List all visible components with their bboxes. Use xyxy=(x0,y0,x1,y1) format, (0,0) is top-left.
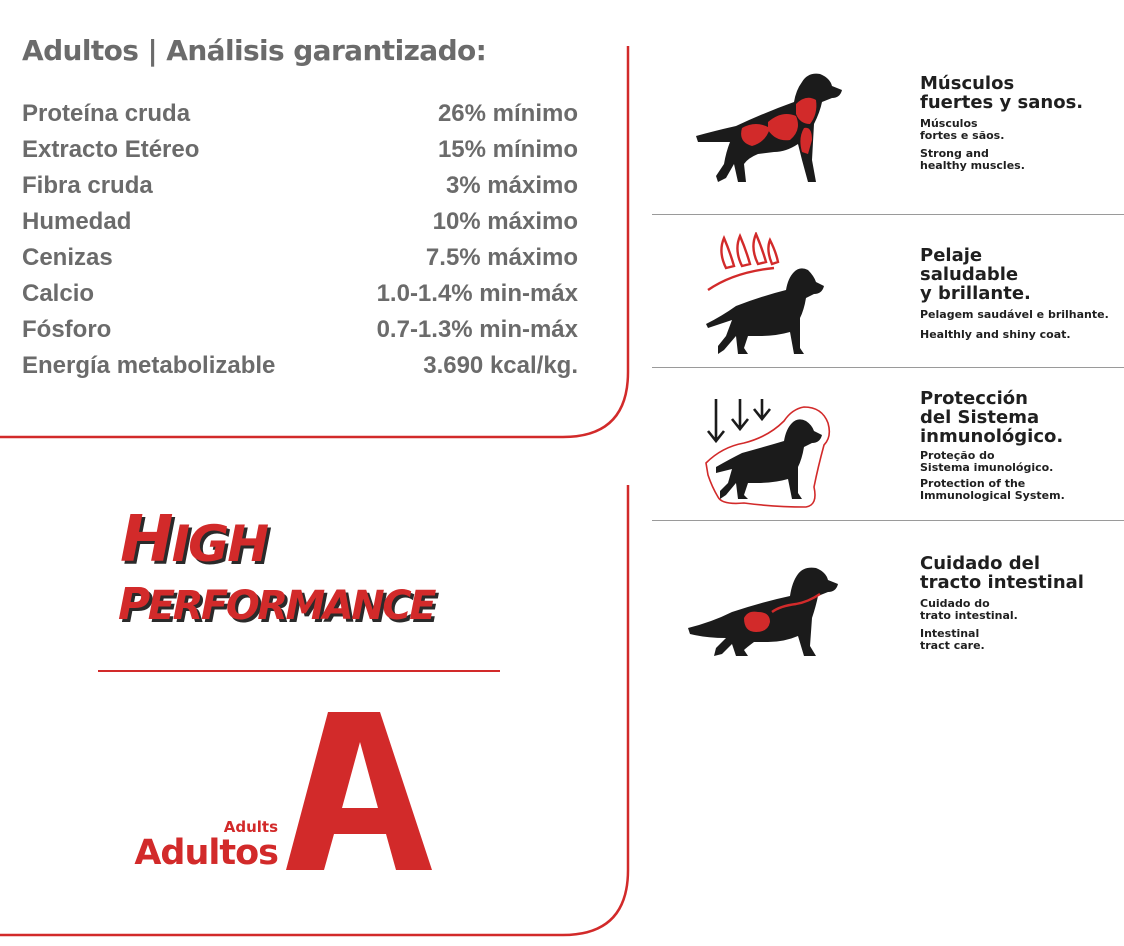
benefit-text-pt: Proteção do Sistema imunológico. xyxy=(920,449,1054,474)
brand-logo-initial: H xyxy=(120,503,172,577)
benefit-title: Pelaje saludable y brillante. xyxy=(920,245,1031,304)
benefit-text-en: Healthly and shiny coat. xyxy=(920,328,1071,341)
analysis-value: 15% mínimo xyxy=(437,136,578,163)
analysis-row xyxy=(22,240,578,276)
benefit-separator xyxy=(652,367,1124,368)
benefit-text-en: Strong and healthy muscles. xyxy=(920,147,1025,172)
analysis-value: 3% máximo xyxy=(445,172,578,199)
benefit-title: Músculos fuertes y sanos. xyxy=(920,73,1084,113)
analysis-value: 3.690 kcal/kg. xyxy=(423,352,578,379)
brand-logo-initial: P xyxy=(118,579,148,630)
dog-intestine-icon xyxy=(688,560,844,660)
benefit-coat xyxy=(652,216,1124,369)
analysis-label: Calcio xyxy=(22,280,95,307)
analysis-row xyxy=(22,312,578,348)
dog-coat-icon xyxy=(704,232,834,356)
analysis-label: Proteína cruda xyxy=(22,100,191,127)
benefit-text-pt: Cuidado do trato intestinal. xyxy=(920,597,1018,622)
analysis-title: Adultos | Análisis garantizado: xyxy=(22,34,487,67)
analysis-label: Humedad xyxy=(22,208,132,235)
analysis-table xyxy=(22,96,578,384)
analysis-value: 0.7-1.3% min-máx xyxy=(376,316,578,343)
analysis-value: 1.0-1.4% min-máx xyxy=(376,280,578,307)
analysis-row xyxy=(22,168,578,204)
brand-logo-line2 xyxy=(118,579,434,630)
brand-logo-line1 xyxy=(120,503,267,577)
benefit-separator xyxy=(652,214,1124,215)
benefit-intestine xyxy=(652,522,1124,672)
benefit-text xyxy=(920,246,1109,345)
stage-label-en: Adults xyxy=(223,818,278,836)
analysis-value: 26% mínimo xyxy=(437,100,578,127)
benefit-text-en: Intestinal tract care. xyxy=(920,627,985,652)
analysis-value: 7.5% máximo xyxy=(425,244,578,271)
analysis-row xyxy=(22,276,578,312)
analysis-label: Fibra cruda xyxy=(22,172,153,199)
benefit-text xyxy=(920,554,1084,652)
benefit-separator xyxy=(652,520,1124,521)
analysis-row xyxy=(22,348,578,384)
analysis-label: Energía metabolizable xyxy=(22,352,276,379)
benefit-text-pt: Pelagem saudável e brilhante. xyxy=(920,308,1109,321)
analysis-row xyxy=(22,96,578,132)
analysis-label: Extracto Etéreo xyxy=(22,136,200,163)
benefit-text xyxy=(920,74,1083,172)
dog-immune-icon xyxy=(704,393,834,509)
benefit-text-en: Protection of the Immunological System. xyxy=(920,477,1065,502)
dog-muscles-icon xyxy=(696,68,846,188)
brand-logo-rest: IGH xyxy=(171,515,268,573)
brand-logo xyxy=(96,495,506,640)
stage-label-es: Adultos xyxy=(134,833,278,873)
benefit-text-pt: Músculos fortes e sãos. xyxy=(920,117,1005,142)
analysis-label: Fósforo xyxy=(22,316,112,343)
benefit-title: Cuidado del tracto intestinal xyxy=(920,553,1084,593)
benefit-title: Protección del Sistema inmunológico. xyxy=(920,388,1064,447)
stage-letter-a xyxy=(286,712,436,872)
benefit-text xyxy=(920,389,1065,502)
analysis-row xyxy=(22,204,578,240)
brand-logo-rest: ERFORMANCE xyxy=(147,583,434,629)
logo-divider xyxy=(98,670,500,672)
analysis-value: 10% máximo xyxy=(432,208,578,235)
benefit-muscles xyxy=(652,60,1124,216)
analysis-label: Cenizas xyxy=(22,244,113,271)
benefit-immune xyxy=(652,369,1124,522)
analysis-row xyxy=(22,132,578,168)
